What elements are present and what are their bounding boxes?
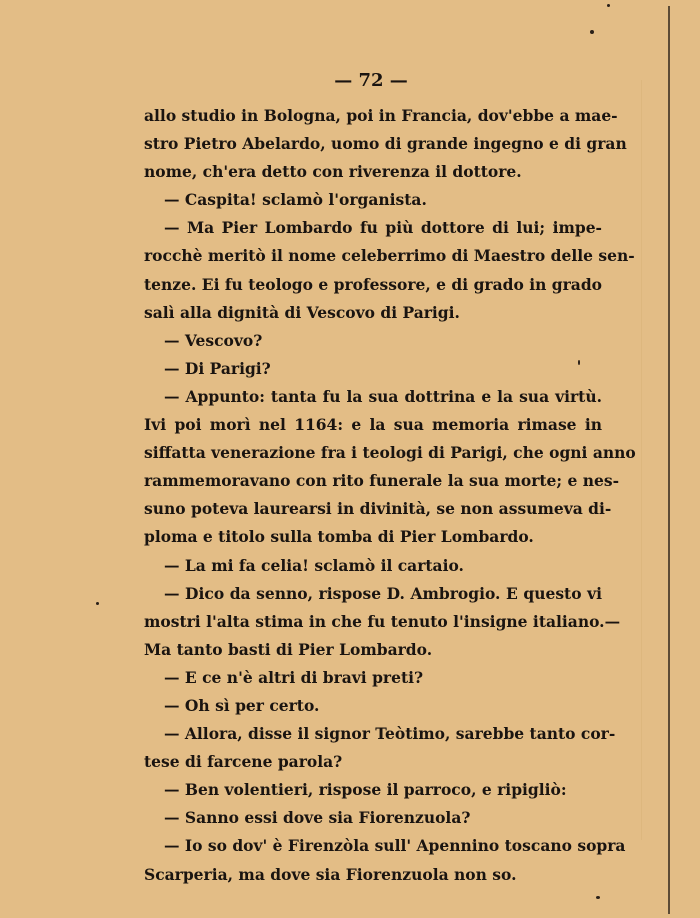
text-line: — Allora, disse il signor Teòtimo, sarebbe tanto cor-: [164, 724, 616, 744]
ink-speck: [596, 896, 600, 899]
text-line: — Oh sì per certo.: [164, 695, 320, 715]
text-line: salì alla dignità di Vescovo di Parigi.: [144, 302, 460, 322]
text-line: mostri l'alta stima in che fu tenuto l'insigne italiano.—: [144, 611, 621, 631]
text-line: — Io so dov' è Firenzòla sull' Apennino toscano sopra: [164, 836, 626, 856]
page-fold-line: [641, 80, 642, 840]
text-line: rocchè meritò il nome celeberrimo di Maestro delle sen-: [144, 246, 635, 266]
text-line: — Di Parigi?: [164, 358, 271, 378]
text-line: — Vescovo?: [164, 330, 263, 350]
text-line: tese di farcene parola?: [144, 752, 343, 772]
ink-speck: [96, 602, 99, 605]
page-edge-line: [668, 6, 670, 914]
text-line: stro Pietro Abelardo, uomo di grande ingegno e di gran: [144, 134, 627, 154]
text-line: rammemoravano con rito funerale la sua morte; e nes-: [144, 471, 620, 491]
ink-speck: [590, 30, 594, 34]
text-line: nome, ch'era detto con riverenza il dottore.: [144, 162, 522, 182]
text-line: suno poteva laurearsi in divinità, se non assumeva di-: [144, 499, 612, 519]
text-line: — Ma Pier Lombardo fu più dottore di lui; impe-: [164, 218, 602, 238]
text-line: tenze. Ei fu teologo e professore, e di grado in grado: [144, 274, 602, 294]
text-line: — E ce n'è altri di bravi preti?: [164, 667, 424, 687]
text-line: — Dico da senno, rispose D. Ambrogio. E questo vi: [164, 583, 602, 603]
text-line: siffatta venerazione fra i teologi di Parigi, che ogni anno: [144, 443, 636, 463]
text-line: ploma e titolo sulla tomba di Pier Lombardo.: [144, 527, 534, 547]
text-line: Ivi poi morì nel 1164: e la sua memoria rimase in: [144, 415, 602, 435]
text-line: — Ben volentieri, rispose il parroco, e ripigliò:: [164, 780, 567, 800]
text-line: Ma tanto basti di Pier Lombardo.: [144, 639, 433, 659]
ink-speck: [607, 4, 610, 7]
text-line: — Sanno essi dove sia Fiorenzuola?: [164, 808, 471, 828]
text-line: — Caspita! sclamò l'organista.: [164, 190, 427, 210]
text-line: — La mi fa celia! sclamò il cartaio.: [164, 555, 464, 575]
text-line: — Appunto: tanta fu la sua dottrina e la sua virtù.: [164, 386, 602, 406]
page-number: — 72 —: [334, 70, 408, 91]
text-line: Scarperia, ma dove sia Fiorenzuola non so.: [144, 864, 517, 884]
body-text: [144, 102, 636, 889]
text-line: allo studio in Bologna, poi in Francia, dov'ebbe a mae-: [144, 106, 618, 125]
